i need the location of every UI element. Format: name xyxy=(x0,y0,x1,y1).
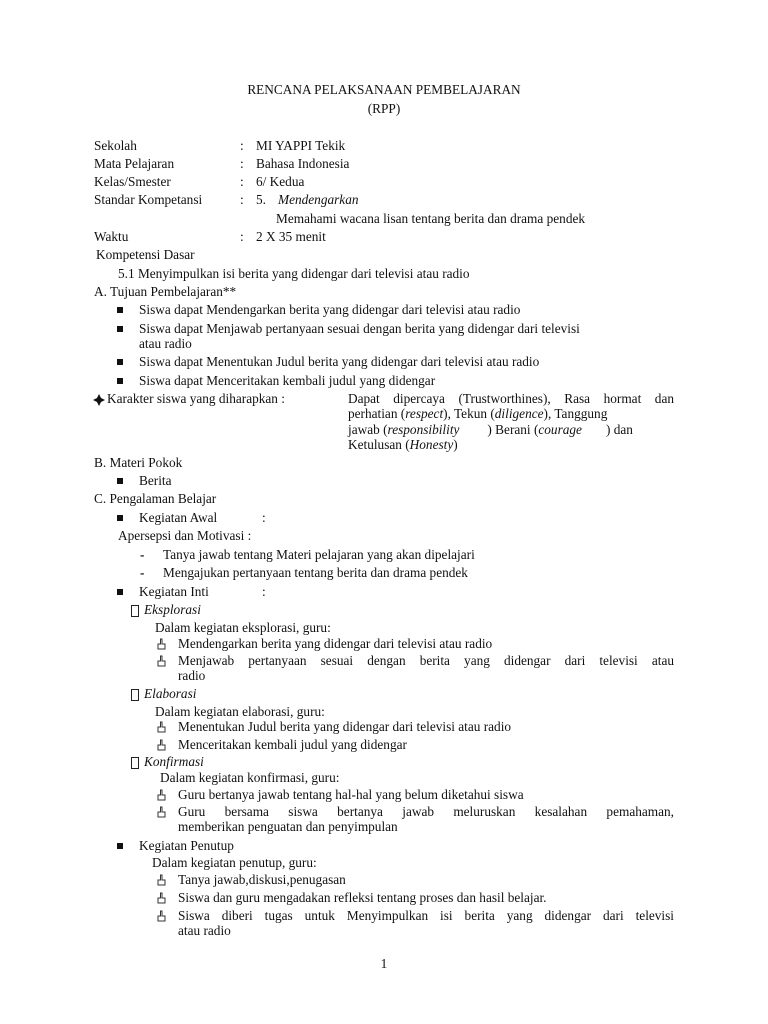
elaborasi-item: Menentukan Judul berita yang didengar dari televisi atau radio xyxy=(178,719,512,734)
penutup-item: Siswa dan guru mengadakan refleksi tentang proses dan hasil belajar. xyxy=(178,890,547,905)
identity-extra-sk: Memahami wacana lisan tentang berita dan drama pendek xyxy=(276,211,586,226)
identity-colon: : xyxy=(240,229,244,244)
konfirmasi-item: Guru bertanya jawab tentang hal-hal yang belum diketahui siswa xyxy=(178,787,524,802)
dash-bullet: - xyxy=(140,547,145,562)
tujuan-item: Siswa dapat Mendengarkan berita yang didengar dari televisi atau radio xyxy=(139,302,521,317)
elaborasi-title: Elaborasi xyxy=(144,686,197,701)
square-bullet-icon xyxy=(117,378,123,384)
identity-num-sk: 5. xyxy=(256,192,266,207)
konfirmasi-item: Guru bersama siswa bertanya jawab meluruskan kesalahan pemahaman, xyxy=(178,804,674,819)
square-bullet-icon xyxy=(117,843,123,849)
identity-label-sk: Standar Kompetansi xyxy=(94,192,203,207)
pointing-hand-icon xyxy=(156,789,168,801)
penutup-item: Siswa diberi tugas untuk Menyimpulkan isi berita yang didengar dari televisi xyxy=(178,908,674,923)
konfirmasi-intro: Dalam kegiatan konfirmasi, guru: xyxy=(160,770,340,785)
karakter-label: Karakter siswa yang diharapkan : xyxy=(107,391,285,406)
apersepsi-label: Apersepsi dan Motivasi : xyxy=(118,528,252,543)
pointing-hand-icon xyxy=(156,655,168,667)
eksplorasi-title: Eksplorasi xyxy=(144,602,201,617)
square-bullet-icon xyxy=(117,478,123,484)
penutup-item-continued: atau radio xyxy=(178,923,231,938)
karakter-line-3: jawab (responsibility ) Berani (courage ) dan xyxy=(348,422,633,437)
identity-value-sekolah: MI YAPPI Tekik xyxy=(256,138,346,153)
document-title: RENCANA PELAKSANAAN PEMBELAJARAN xyxy=(247,82,521,97)
tujuan-heading: A. Tujuan Pembelajaran** xyxy=(94,284,237,299)
identity-label-waktu: Waktu xyxy=(94,229,129,244)
pointing-hand-icon xyxy=(156,874,168,886)
kd-heading: Kompetensi Dasar xyxy=(96,247,195,262)
konfirmasi-title: Konfirmasi xyxy=(144,754,204,769)
materi-item: Berita xyxy=(139,473,172,488)
tujuan-item: Siswa dapat Menentukan Judul berita yang didengar dari televisi atau radio xyxy=(139,354,540,369)
square-bullet-icon xyxy=(117,307,123,313)
page-number: 1 xyxy=(380,956,388,971)
karakter-line-2: perhatian (respect), Tekun (diligence), Tanggung xyxy=(348,406,608,421)
awal-item: Tanya jawab tentang Materi pelajaran yang akan dipelajari xyxy=(163,547,475,562)
tujuan-item: Siswa dapat Menjawab pertanyaan sesuai dengan berita yang didengar dari televisi xyxy=(139,321,580,336)
konfirmasi-item-continued: memberikan penguatan dan penyimpulan xyxy=(178,819,398,834)
identity-value-kelas: 6/ Kedua xyxy=(256,174,305,189)
materi-heading: B. Materi Pokok xyxy=(94,455,183,470)
kegiatan-penutup-label: Kegiatan Penutup xyxy=(139,838,234,853)
tujuan-item-continued: atau radio xyxy=(139,336,192,351)
pointing-hand-icon xyxy=(156,806,168,818)
eksplorasi-item-continued: radio xyxy=(178,668,206,683)
penutup-intro: Dalam kegiatan penutup, guru: xyxy=(152,855,317,870)
eksplorasi-item: Mendengarkan berita yang didengar dari televisi atau radio xyxy=(178,636,493,651)
pointing-hand-icon xyxy=(156,910,168,922)
pengalaman-heading: C. Pengalaman Belajar xyxy=(94,491,217,506)
pointing-hand-icon xyxy=(156,638,168,650)
elaborasi-item: Menceritakan kembali judul yang didengar xyxy=(178,737,407,752)
missing-glyph-icon xyxy=(131,689,139,701)
tujuan-item: Siswa dapat Menceritakan kembali judul yang didengar xyxy=(139,373,436,388)
pointing-hand-icon xyxy=(156,739,168,751)
identity-label-kelas: Kelas/Smester xyxy=(94,174,171,189)
awal-item: Mengajukan pertanyaan tentang berita dan drama pendek xyxy=(163,565,468,580)
elaborasi-intro: Dalam kegiatan elaborasi, guru: xyxy=(155,704,325,719)
dash-bullet: - xyxy=(140,565,145,580)
diamond-bullet-icon xyxy=(93,394,105,406)
identity-value-mapel: Bahasa Indonesia xyxy=(256,156,350,171)
identity-colon: : xyxy=(240,192,244,207)
square-bullet-icon xyxy=(117,589,123,595)
karakter-line-4: Ketulusan (Honesty) xyxy=(348,437,458,452)
kd-item: 5.1 Menyimpulkan isi berita yang didengar dari televisi atau radio xyxy=(118,266,470,281)
pointing-hand-icon xyxy=(156,892,168,904)
eksplorasi-intro: Dalam kegiatan eksplorasi, guru: xyxy=(155,620,331,635)
document-subtitle: (RPP) xyxy=(367,101,401,116)
pointing-hand-icon xyxy=(156,721,168,733)
kegiatan-inti-colon: : xyxy=(262,584,266,599)
penutup-item: Tanya jawab,diskusi,penugasan xyxy=(178,872,346,887)
kegiatan-awal-colon: : xyxy=(262,510,266,525)
square-bullet-icon xyxy=(117,326,123,332)
identity-colon: : xyxy=(240,174,244,189)
identity-colon: : xyxy=(240,156,244,171)
eksplorasi-item: Menjawab pertanyaan sesuai dengan berita yang didengar dari televisi atau xyxy=(178,653,674,668)
karakter-line-1: Dapat dipercaya (Trustworthines), Rasa hormat dan xyxy=(348,391,674,406)
kegiatan-awal-label: Kegiatan Awal xyxy=(139,510,218,525)
identity-label-mapel: Mata Pelajaran xyxy=(94,156,175,171)
square-bullet-icon xyxy=(117,515,123,521)
kegiatan-inti-label: Kegiatan Inti xyxy=(139,584,209,599)
square-bullet-icon xyxy=(117,359,123,365)
identity-value-waktu: 2 X 35 menit xyxy=(256,229,326,244)
missing-glyph-icon xyxy=(131,757,139,769)
identity-label-sekolah: Sekolah xyxy=(94,138,137,153)
identity-value-sk: Mendengarkan xyxy=(278,192,359,207)
identity-colon: : xyxy=(240,138,244,153)
missing-glyph-icon xyxy=(131,605,139,617)
